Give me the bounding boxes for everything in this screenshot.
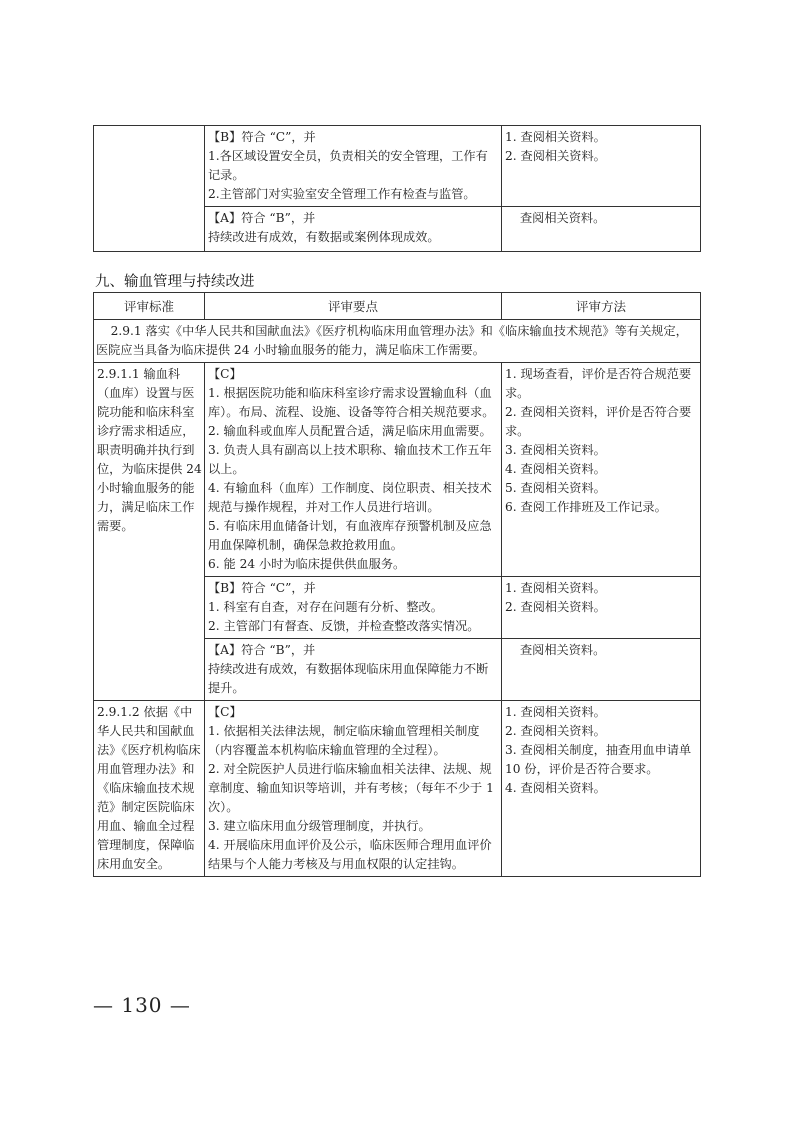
section-title: 九、输血管理与持续改进 [95, 274, 255, 290]
table-row [94, 701, 701, 877]
level-heading: 【A】符合 “B”，并 [208, 643, 316, 657]
level-heading: 【A】符合 “B”，并 [208, 211, 316, 225]
point-item: 1. 根据医院功能和临床科室诊疗需求设置输血科（血库）。布局、流程、设施、设备等符合相关规范要求。 [208, 386, 495, 419]
point-item: 6. 能 24 小时为临床提供供血服务。 [208, 557, 406, 571]
table-row [94, 126, 701, 207]
method-item: 3. 查阅相关制度，抽查用血申请单 10 份，评价是否符合要求。 [505, 743, 692, 776]
point-item: 2. 主管部门有督查、反馈，并检查整改落实情况。 [208, 619, 480, 633]
methods-cell [502, 639, 701, 701]
level-heading: 【C】 [208, 367, 242, 381]
page-number: — 130 — [93, 993, 191, 1017]
methods-cell [502, 207, 701, 252]
criterion-cell [94, 126, 205, 252]
continued-standards-table [93, 125, 701, 252]
point-item: 持续改进有成效，有数据体现临床用血保障能力不断提升。 [208, 662, 489, 695]
method-item: 3. 查阅相关资料。 [505, 443, 606, 457]
points-cell [205, 639, 502, 701]
point-item: 4. 开展临床用血评价及公示，临床医师合理用血评价结果与个人能力考核及与用血权限的认定挂钩。 [208, 838, 492, 871]
header-row [94, 293, 701, 320]
point-item: 1. 依据相关法律法规，制定临床输血管理相关制度（内容覆盖本机构临床输血管理的全过程）。 [208, 724, 480, 757]
method-item: 1. 查阅相关资料。 [505, 581, 606, 595]
methods-cell [502, 126, 701, 207]
point-item: 3. 建立临床用血分级管理制度，并执行。 [208, 819, 431, 833]
method-item: 1. 查阅相关资料。 [505, 130, 606, 144]
method-item: 2. 查阅相关资料，评价是否符合要求。 [505, 405, 692, 438]
points-cell [205, 207, 502, 252]
level-heading: 【B】符合 “C”，并 [208, 130, 316, 144]
method-item: 4. 查阅相关资料。 [505, 781, 606, 795]
point-item: 5. 有临床用血储备计划，有血液库存预警机制及应急用血保障机制，确保急救抢救用血。 [208, 519, 492, 552]
header-methods: 评审方法 [502, 293, 701, 320]
method-item: 查阅相关资料。 [520, 643, 606, 657]
criterion-cell: 2.9.1.1 输血科（血库）设置与医院功能和临床科室诊疗需求相适应，职责明确并执行到位，为临床提供 24 小时输血服务的能力，满足临床工作需要。 [94, 363, 205, 701]
point-item: 3. 负责人具有副高以上技术职称、输血技术工作五年以上。 [208, 443, 492, 476]
criterion-cell: 2.9.1.2 依据《中华人民共和国献血法》《医疗机构临床用血管理办法》和《临床输血技术规范》制定医院临床用血、输血全过程管理制度，保障临床用血安全。 [94, 701, 205, 877]
point-item: 1. 科室有自查，对存在问题有分析、整改。 [208, 600, 443, 614]
point-item: 持续改进有成效，有数据或案例体现成效。 [208, 230, 440, 244]
level-heading: 【B】符合 “C”，并 [208, 581, 316, 595]
point-item: 2. 对全院医护人员进行临床输血相关法律、法规、规章制度、输血知识等培训，并有考核；（每年不少于 1 次）。 [208, 762, 494, 814]
points-cell [205, 126, 502, 207]
intro-row [94, 320, 701, 363]
standard-intro: 2.9.1 落实《中华人民共和国献血法》《医疗机构临床用血管理办法》和《临床输血技术规范》等有关规定，医院应当具备为临床提供 24 小时输血服务的能力，满足临床工作需要。 [94, 320, 701, 363]
method-item: 6. 查阅工作排班及工作记录。 [505, 500, 667, 514]
method-item: 2. 查阅相关资料。 [505, 724, 606, 738]
points-cell [205, 701, 502, 877]
point-item: 2.主管部门对实验室安全管理工作有检查与监管。 [208, 187, 476, 201]
points-cell [205, 577, 502, 639]
method-item: 2. 查阅相关资料。 [505, 149, 606, 163]
point-item: 2. 输血科或血库人员配置合适，满足临床用血需要。 [208, 424, 492, 438]
point-item: 1.各区域设置安全员，负责相关的安全管理，工作有记录。 [208, 149, 488, 182]
method-item: 5. 查阅相关资料。 [505, 481, 606, 495]
method-item: 查阅相关资料。 [520, 211, 606, 225]
point-item: 4. 有输血科（血库）工作制度、岗位职责、相关技术规范与操作规程，并对工作人员进行培训。 [208, 481, 492, 514]
header-points: 评审要点 [205, 293, 502, 320]
methods-cell [502, 577, 701, 639]
method-item: 4. 查阅相关资料。 [505, 462, 606, 476]
points-cell [205, 363, 502, 577]
table-row [94, 363, 701, 577]
level-heading: 【C】 [208, 705, 242, 719]
methods-cell [502, 363, 701, 577]
method-item: 1. 现场查看，评价是否符合规范要求。 [505, 367, 692, 400]
method-item: 2. 查阅相关资料。 [505, 600, 606, 614]
methods-cell [502, 701, 701, 877]
method-item: 1. 查阅相关资料。 [505, 705, 606, 719]
header-criterion: 评审标准 [94, 293, 205, 320]
blood-transfusion-standards-table [93, 292, 701, 877]
